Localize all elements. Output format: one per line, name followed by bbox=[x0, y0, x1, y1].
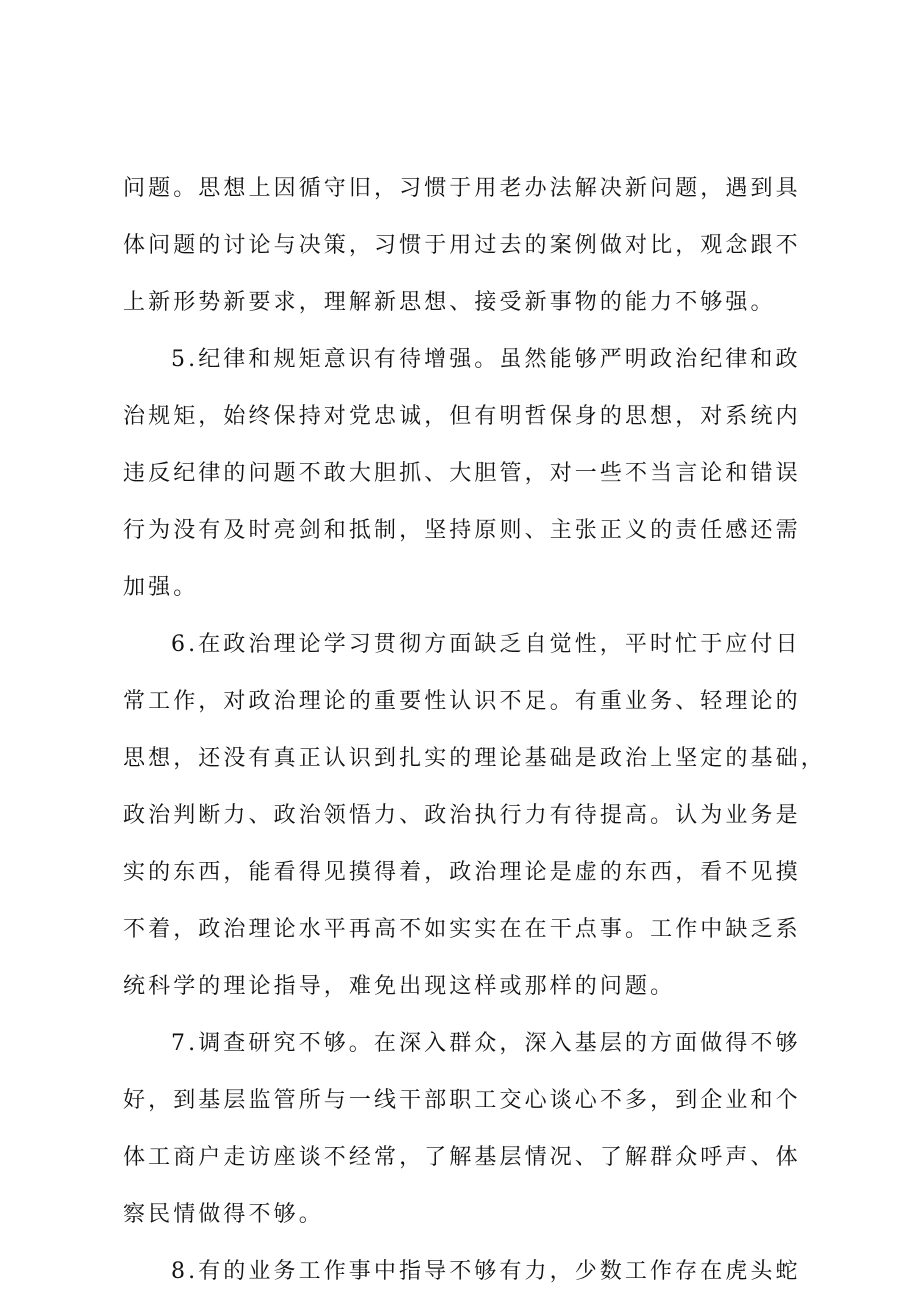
text-line: 思想，还没有真正认识到扎实的理论基础是政治上坚定的基础， bbox=[123, 746, 826, 771]
text-line: 加强。 bbox=[123, 575, 199, 600]
text-line: 违反纪律的问题不敢大胆抓、大胆管，对一些不当言论和错误 bbox=[123, 461, 801, 486]
paragraph-item-6 bbox=[123, 616, 826, 1015]
text-line: 问题。思想上因循守旧，习惯于用老办法解决新问题，遇到具 bbox=[123, 176, 801, 201]
paragraph-item-7 bbox=[123, 1015, 813, 1243]
text-line: 上新形势新要求，理解新思想、接受新事物的能力不够强。 bbox=[123, 290, 776, 315]
text-line: 政治判断力、政治领悟力、政治执行力有待提高。认为业务是 bbox=[123, 803, 801, 828]
text-line: 治规矩，始终保持对党忠诚，但有明哲保身的思想，对系统内 bbox=[123, 404, 801, 429]
text-line: 7.调查研究不够。在深入群众，深入基层的方面做得不够 bbox=[171, 1031, 801, 1056]
text-line: 6.在政治理论学习贯彻方面缺乏自觉性，平时忙于应付日 bbox=[171, 632, 801, 657]
paragraph-item-5 bbox=[123, 331, 813, 616]
text-line: 8.有的业务工作事中指导不够有力，少数工作存在虎头蛇 bbox=[171, 1259, 801, 1284]
paragraph-continuation bbox=[123, 160, 813, 331]
text-line: 5.纪律和规矩意识有待增强。虽然能够严明政治纪律和政 bbox=[171, 347, 801, 372]
text-line: 察民情做得不够。 bbox=[123, 1202, 324, 1227]
text-line: 实的东西，能看得见摸得着，政治理论是虚的东西，看不见摸 bbox=[123, 860, 801, 885]
text-line: 不着，政治理论水平再高不如实实在在干点事。工作中缺乏系 bbox=[123, 917, 801, 942]
text-line: 常工作，对政治理论的重要性认识不足。有重业务、轻理论的 bbox=[123, 689, 801, 714]
text-line: 统科学的理论指导，难免出现这样或那样的问题。 bbox=[123, 974, 676, 999]
text-line: 行为没有及时亮剑和抵制，坚持原则、主张正义的责任感还需 bbox=[123, 518, 801, 543]
paragraph-item-8 bbox=[123, 1243, 813, 1300]
text-line: 体问题的讨论与决策，习惯于用过去的案例做对比，观念跟不 bbox=[123, 233, 801, 258]
document-body bbox=[123, 160, 826, 1300]
text-line: 体工商户走访座谈不经常，了解基层情况、了解群众呼声、体 bbox=[123, 1145, 801, 1170]
text-line: 好，到基层监管所与一线干部职工交心谈心不多，到企业和个 bbox=[123, 1088, 801, 1113]
